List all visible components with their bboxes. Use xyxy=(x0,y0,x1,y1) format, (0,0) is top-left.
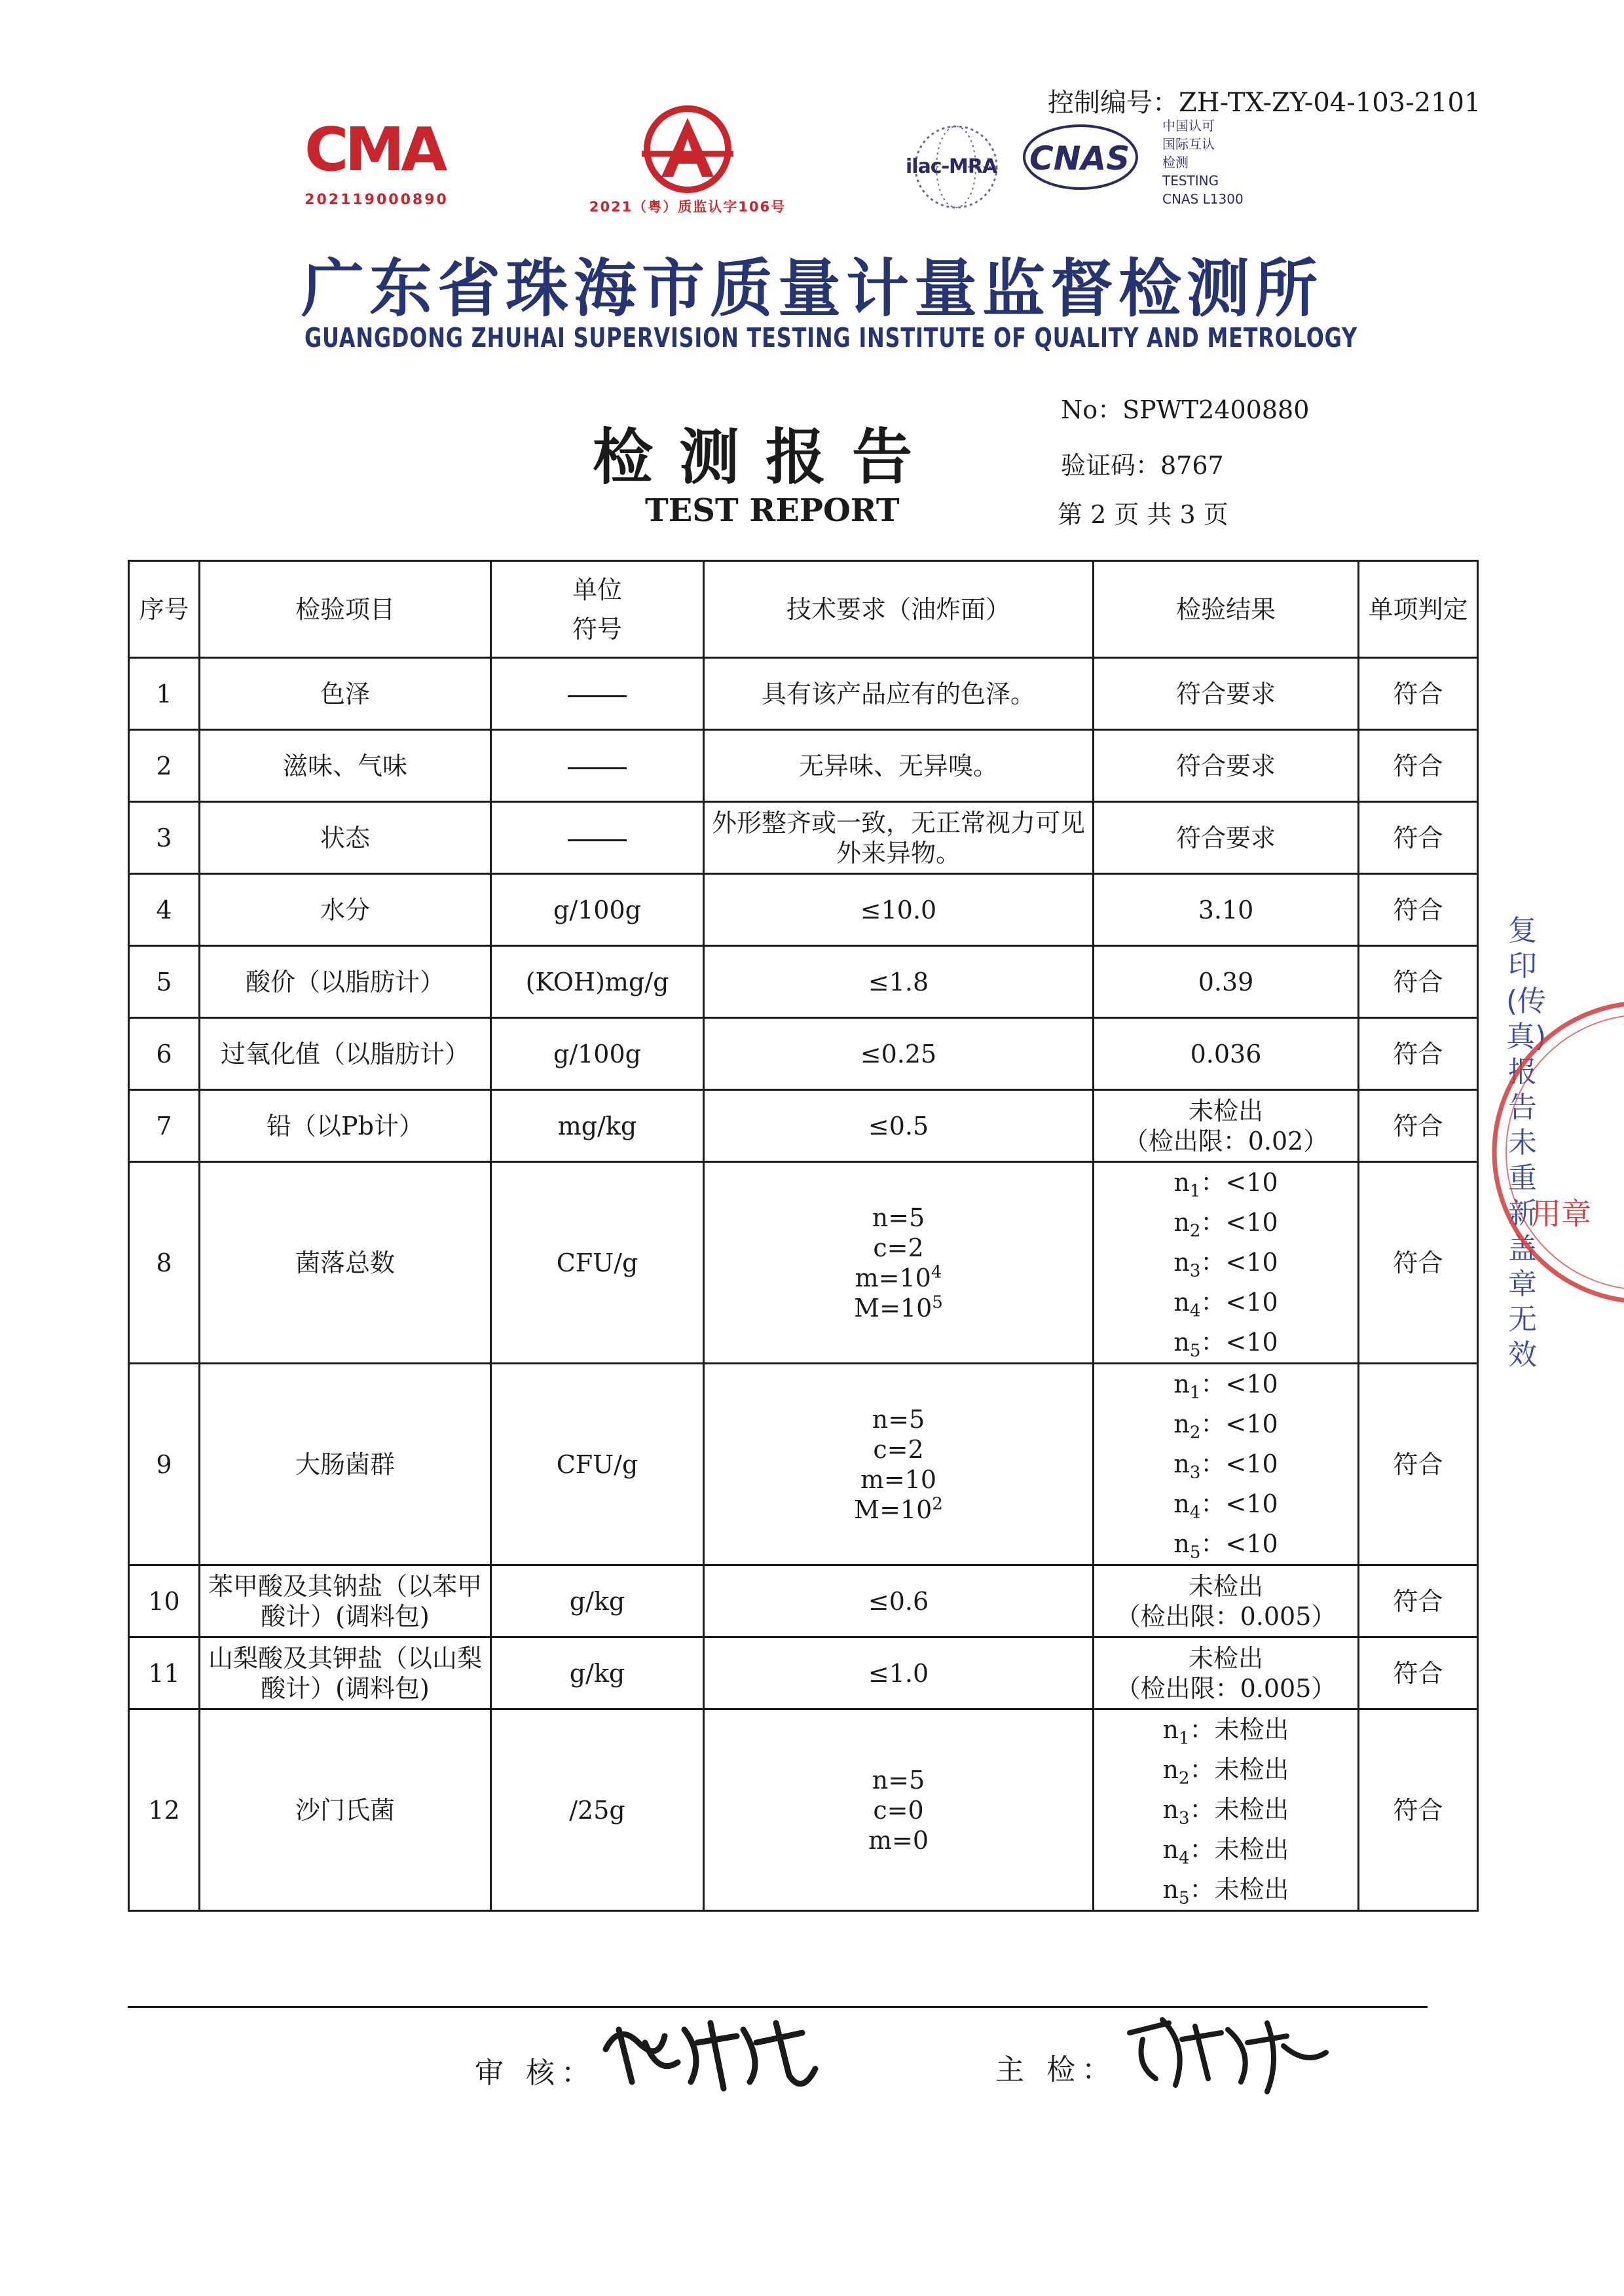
sample-index: 4 xyxy=(1189,1301,1201,1321)
table-row xyxy=(129,730,1478,802)
cell-unit: g/kg xyxy=(491,1565,704,1637)
cell-unit xyxy=(491,730,704,802)
sample-value: <10 xyxy=(1225,1449,1278,1478)
cell-result xyxy=(1094,1637,1359,1709)
cnas-line: CNAS L1300 xyxy=(1162,191,1244,207)
sample-prefix: n xyxy=(1173,1208,1190,1237)
table-row xyxy=(129,1565,1478,1637)
req-n: n=5 xyxy=(872,1765,925,1795)
sample-sep: ： xyxy=(1189,1755,1215,1784)
copy-validity-note: 复印(传真)报告未重新盖章无效 xyxy=(1506,914,1547,1372)
cell-result: 符合要求 xyxy=(1094,802,1359,874)
table-row xyxy=(129,1709,1478,1911)
reviewer-label: 审 核： xyxy=(475,2056,597,2090)
sample-result xyxy=(1173,1484,1278,1524)
report-title-cn: 检测报告 xyxy=(593,422,939,492)
sample-sep: ： xyxy=(1200,1168,1226,1197)
sample-index: 1 xyxy=(1189,1181,1201,1201)
sample-prefix: n xyxy=(1173,1168,1190,1197)
cell-seq: 5 xyxy=(129,946,200,1018)
cell-unit: mg/kg xyxy=(491,1090,704,1162)
sample-value: <10 xyxy=(1225,1410,1278,1438)
cal-emblem-icon xyxy=(570,105,805,196)
cma-number: 202119000890 xyxy=(304,192,449,208)
req-m: m=10 xyxy=(860,1465,937,1494)
cell-seq: 10 xyxy=(129,1565,200,1637)
cell-requirement: ≤0.25 xyxy=(704,1018,1094,1090)
sample-result xyxy=(1162,1830,1289,1870)
cell-result xyxy=(1094,1565,1359,1637)
page-indicator: 第 2 页 共 3 页 xyxy=(1058,500,1228,529)
cell-verdict: 符合 xyxy=(1359,1090,1478,1162)
ilac-logo-text: ilac-MRA xyxy=(906,155,997,178)
sample-sep: ： xyxy=(1189,1875,1215,1904)
cell-seq: 12 xyxy=(129,1709,200,1911)
cell-verdict: 符合 xyxy=(1359,1565,1478,1637)
cell-item: 水分 xyxy=(200,874,491,946)
cell-verdict: 符合 xyxy=(1359,730,1478,802)
table-row xyxy=(129,1637,1478,1709)
req-M-exp: 5 xyxy=(932,1292,943,1312)
dash-mark xyxy=(568,695,627,697)
cell-result: 0.39 xyxy=(1094,946,1359,1018)
header-requirement: 技术要求（油炸面） xyxy=(704,561,1094,658)
cell-item: 沙门氏菌 xyxy=(200,1709,491,1911)
cell-verdict: 符合 xyxy=(1359,658,1478,730)
cell-item: 山梨酸及其钾盐（以山梨酸计）(调料包) xyxy=(200,1637,491,1709)
dash-mark xyxy=(568,767,627,769)
control-number: 控制编号：ZH-TX-ZY-04-103-2101 xyxy=(1048,88,1481,118)
sample-value: <10 xyxy=(1225,1489,1278,1518)
cell-requirement xyxy=(704,1709,1094,1911)
sample-results xyxy=(1173,1364,1278,1564)
header-unit xyxy=(491,561,704,658)
header-item: 检验项目 xyxy=(200,561,491,658)
sample-sep: ： xyxy=(1200,1288,1226,1317)
sample-prefix: n xyxy=(1173,1449,1190,1478)
sample-index: 1 xyxy=(1189,1383,1201,1403)
sample-value: 未检出 xyxy=(1214,1755,1289,1784)
sample-index: 3 xyxy=(1189,1463,1201,1483)
cell-requirement: 无异味、无异嗅。 xyxy=(704,730,1094,802)
cell-requirement: 外形整齐或一致，无正常视力可见外来异物。 xyxy=(704,802,1094,874)
header-verdict: 单项判定 xyxy=(1359,561,1478,658)
cell-unit: g/100g xyxy=(491,874,704,946)
req-m xyxy=(707,1263,1090,1293)
ilac-mra-logo xyxy=(900,118,1012,216)
req-n: n=5 xyxy=(872,1404,925,1434)
cell-seq: 2 xyxy=(129,730,200,802)
sample-result xyxy=(1173,1283,1278,1322)
header-seq: 序号 xyxy=(129,561,200,658)
stamp-text: 用章 xyxy=(1531,1196,1591,1231)
cell-seq: 9 xyxy=(129,1364,200,1565)
cnas-line: TESTING xyxy=(1162,173,1219,189)
cnas-line: 国际互认 xyxy=(1162,136,1215,152)
cnas-logo xyxy=(1022,121,1139,193)
cell-verdict: 符合 xyxy=(1359,874,1478,946)
sample-index: 2 xyxy=(1189,1423,1201,1443)
sample-index: 5 xyxy=(1189,1341,1201,1361)
sample-value: <10 xyxy=(1225,1529,1278,1558)
sample-sep: ： xyxy=(1200,1328,1226,1357)
sample-index: 1 xyxy=(1178,1728,1190,1749)
header-result: 检验结果 xyxy=(1094,561,1359,658)
sample-result xyxy=(1162,1710,1289,1750)
cell-verdict: 符合 xyxy=(1359,1018,1478,1090)
table-row xyxy=(129,1090,1478,1162)
cma-logo-text: CMA xyxy=(304,115,444,185)
sample-result xyxy=(1173,1404,1278,1444)
req-M-base: M=10 xyxy=(854,1495,932,1524)
header-unit-text: 单位符号 xyxy=(572,575,622,644)
sample-result xyxy=(1173,1243,1278,1283)
sample-prefix: n xyxy=(1173,1328,1190,1357)
table-row xyxy=(129,1018,1478,1090)
sample-index: 3 xyxy=(1189,1261,1201,1281)
sample-sep: ： xyxy=(1200,1410,1226,1438)
sample-sep: ： xyxy=(1200,1449,1226,1478)
sample-value: 未检出 xyxy=(1214,1835,1289,1864)
cal-caption: 2021（粤）质监认字106号 xyxy=(589,199,786,215)
organization-name-cn: 广东省珠海市质量计量监督检测所 xyxy=(301,252,1323,325)
sample-prefix: n xyxy=(1173,1370,1190,1398)
sample-sep: ： xyxy=(1200,1489,1226,1518)
cell-unit: CFU/g xyxy=(491,1364,704,1565)
dash-mark xyxy=(568,839,627,841)
req-m-base: m=10 xyxy=(855,1263,931,1292)
cnas-line: 检测 xyxy=(1162,155,1189,170)
cell-requirement xyxy=(704,1162,1094,1364)
cell-item: 酸价（以脂肪计） xyxy=(200,946,491,1018)
cell-unit: /25g xyxy=(491,1709,704,1911)
report-title-en: TEST REPORT xyxy=(645,492,900,529)
cell-requirement: ≤0.5 xyxy=(704,1090,1094,1162)
cell-result: 0.036 xyxy=(1094,1018,1359,1090)
official-stamp-icon xyxy=(1480,995,1624,1303)
sample-prefix: n xyxy=(1173,1410,1190,1438)
sample-sep: ： xyxy=(1189,1835,1215,1864)
result-line: 未检出 xyxy=(1188,1571,1263,1601)
sample-value: 未检出 xyxy=(1214,1875,1289,1904)
cell-requirement: ≤0.6 xyxy=(704,1565,1094,1637)
sample-index: 2 xyxy=(1178,1768,1190,1789)
cell-unit xyxy=(491,658,704,730)
req-M-exp: 2 xyxy=(932,1493,943,1514)
sample-sep: ： xyxy=(1200,1208,1226,1237)
sample-sep: ： xyxy=(1189,1795,1215,1824)
cell-item: 铅（以Pb计） xyxy=(200,1090,491,1162)
sample-prefix: n xyxy=(1162,1715,1179,1744)
result-line: （检出限：0.005） xyxy=(1115,1673,1337,1703)
cell-result: 3.10 xyxy=(1094,874,1359,946)
cell-item: 色泽 xyxy=(200,658,491,730)
cell-seq: 3 xyxy=(129,802,200,874)
sample-value: <10 xyxy=(1225,1328,1278,1357)
test-results-table xyxy=(128,560,1479,1912)
cell-verdict: 符合 xyxy=(1359,1364,1478,1565)
cell-verdict: 符合 xyxy=(1359,1637,1478,1709)
cell-requirement xyxy=(704,1364,1094,1565)
cell-item: 过氧化值（以脂肪计） xyxy=(200,1018,491,1090)
cell-requirement: ≤1.0 xyxy=(704,1637,1094,1709)
cell-unit: (KOH)mg/g xyxy=(491,946,704,1018)
sample-value: <10 xyxy=(1225,1168,1278,1197)
sample-prefix: n xyxy=(1162,1875,1179,1904)
req-M xyxy=(707,1293,1090,1323)
req-c: c=2 xyxy=(873,1434,924,1464)
cell-verdict: 符合 xyxy=(1359,1162,1478,1364)
verification-code: 验证码：8767 xyxy=(1061,451,1224,480)
table-row xyxy=(129,946,1478,1018)
result-line: （检出限：0.02） xyxy=(1123,1126,1329,1156)
req-m-exp: 4 xyxy=(931,1262,942,1282)
cell-requirement: ≤10.0 xyxy=(704,874,1094,946)
table-row xyxy=(129,874,1478,946)
sample-value: 未检出 xyxy=(1214,1715,1289,1744)
sample-index: 5 xyxy=(1189,1542,1201,1563)
table-row xyxy=(129,1364,1478,1565)
cell-seq: 6 xyxy=(129,1018,200,1090)
sample-results xyxy=(1162,1710,1289,1910)
inspector-signature-icon xyxy=(1116,2007,1339,2098)
sample-value: <10 xyxy=(1225,1248,1278,1277)
sample-results xyxy=(1173,1163,1278,1362)
cell-item: 苯甲酸及其钠盐（以苯甲酸计）(调料包) xyxy=(200,1565,491,1637)
inspector-label: 主 检： xyxy=(995,2053,1117,2086)
cell-result xyxy=(1094,1709,1359,1911)
reviewer-signature-icon xyxy=(593,2003,828,2102)
cell-seq: 1 xyxy=(129,658,200,730)
cell-result: 符合要求 xyxy=(1094,730,1359,802)
cell-requirement: ≤1.8 xyxy=(704,946,1094,1018)
cell-seq: 11 xyxy=(129,1637,200,1709)
cell-verdict: 符合 xyxy=(1359,946,1478,1018)
cell-unit: g/100g xyxy=(491,1018,704,1090)
sample-index: 4 xyxy=(1189,1503,1201,1523)
sample-result xyxy=(1173,1444,1278,1484)
cell-item: 大肠菌群 xyxy=(200,1364,491,1565)
table-row xyxy=(129,658,1478,730)
sample-sep: ： xyxy=(1189,1715,1215,1744)
req-c: c=2 xyxy=(873,1233,924,1262)
sample-prefix: n xyxy=(1173,1248,1190,1277)
sample-result xyxy=(1173,1163,1278,1203)
req-M-base: M=10 xyxy=(854,1293,932,1322)
sample-value: <10 xyxy=(1225,1208,1278,1237)
sample-value: <10 xyxy=(1225,1288,1278,1317)
req-M xyxy=(707,1495,1090,1525)
cell-seq: 8 xyxy=(129,1162,200,1364)
sample-prefix: n xyxy=(1162,1795,1179,1824)
sample-sep: ： xyxy=(1200,1248,1226,1277)
result-line: （检出限：0.005） xyxy=(1115,1601,1337,1631)
sample-prefix: n xyxy=(1162,1835,1179,1864)
organization-name-en: GUANGDONG ZHUHAI SUPERVISION TESTING INSTITUTE OF QUALITY AND METROLOGY xyxy=(304,322,1357,354)
cell-unit: g/kg xyxy=(491,1637,704,1709)
req-n: n=5 xyxy=(872,1203,925,1232)
cell-unit xyxy=(491,802,704,874)
cell-verdict: 符合 xyxy=(1359,1709,1478,1911)
cell-item: 滋味、气味 xyxy=(200,730,491,802)
sample-result xyxy=(1173,1524,1278,1564)
sample-index: 3 xyxy=(1178,1808,1190,1829)
req-c: c=0 xyxy=(873,1795,924,1825)
cell-item: 菌落总数 xyxy=(200,1162,491,1364)
sample-index: 2 xyxy=(1189,1221,1201,1241)
table-row xyxy=(129,802,1478,874)
cell-result xyxy=(1094,1364,1359,1565)
table-row xyxy=(129,1162,1478,1364)
sample-prefix: n xyxy=(1173,1288,1190,1317)
table-header-row xyxy=(129,561,1478,658)
sample-index: 5 xyxy=(1178,1888,1190,1908)
sample-prefix: n xyxy=(1173,1529,1190,1558)
result-line: 未检出 xyxy=(1188,1096,1263,1125)
cell-result: 符合要求 xyxy=(1094,658,1359,730)
cell-unit: CFU/g xyxy=(491,1162,704,1364)
result-line: 未检出 xyxy=(1188,1643,1263,1673)
sample-sep: ： xyxy=(1200,1529,1226,1558)
cell-result xyxy=(1094,1162,1359,1364)
sample-result xyxy=(1162,1870,1289,1910)
cnas-info xyxy=(1162,117,1244,208)
cnas-line: 中国认可 xyxy=(1162,118,1215,134)
sample-result xyxy=(1162,1790,1289,1830)
sample-prefix: n xyxy=(1173,1489,1190,1518)
cma-logo xyxy=(298,115,449,213)
sample-result xyxy=(1162,1750,1289,1790)
sample-value: <10 xyxy=(1225,1370,1278,1398)
cal-logo xyxy=(570,105,805,219)
cnas-logo-text: CNAS xyxy=(1029,139,1130,177)
cell-requirement: 具有该产品应有的色泽。 xyxy=(704,658,1094,730)
cell-item: 状态 xyxy=(200,802,491,874)
sample-result xyxy=(1173,1322,1278,1362)
sample-value: 未检出 xyxy=(1214,1795,1289,1824)
sample-result xyxy=(1173,1364,1278,1404)
report-number: No：SPWT2400880 xyxy=(1061,395,1310,424)
cell-verdict: 符合 xyxy=(1359,802,1478,874)
req-m: m=0 xyxy=(868,1825,929,1855)
sample-index: 4 xyxy=(1178,1848,1190,1868)
sample-result xyxy=(1173,1203,1278,1243)
cell-result xyxy=(1094,1090,1359,1162)
sample-prefix: n xyxy=(1162,1755,1179,1784)
cell-seq: 7 xyxy=(129,1090,200,1162)
cell-seq: 4 xyxy=(129,874,200,946)
sample-sep: ： xyxy=(1200,1370,1226,1398)
